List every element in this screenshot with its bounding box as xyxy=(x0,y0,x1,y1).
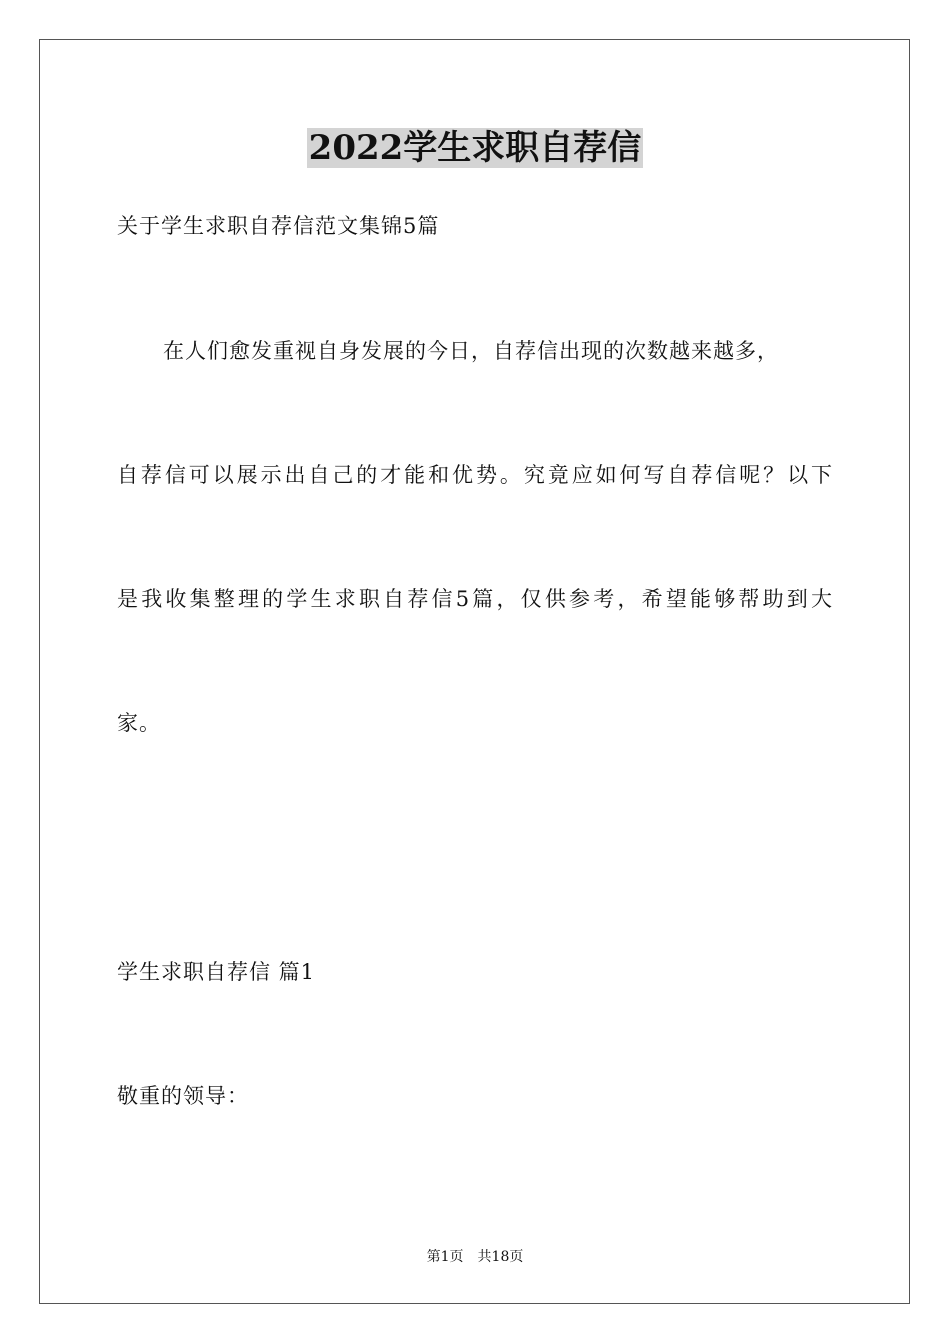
paragraph-line-4: 家。 xyxy=(117,711,161,735)
section-heading: 学生求职自荐信 篇1 xyxy=(117,960,316,984)
document-title-text: 2022学生求职自荐信 xyxy=(308,128,642,168)
paragraph-line-1: 在人们愈发重视自身发展的今日，自荐信出现的次数越来越多， xyxy=(163,339,779,363)
document-title xyxy=(0,126,950,170)
paragraph-line-2: 自荐信可以展示出自己的才能和优势。究竟应如何写自荐信呢？以下 xyxy=(117,463,833,487)
document-subtitle: 关于学生求职自荐信范文集锦5篇 xyxy=(117,214,440,238)
page-total: 共18页 xyxy=(477,1249,524,1265)
salutation: 敬重的领导： xyxy=(117,1084,249,1108)
page-number: 第1页 xyxy=(426,1249,464,1265)
page-footer xyxy=(0,1248,950,1266)
paragraph-line-3: 是我收集整理的学生求职自荐信5篇，仅供参考，希望能够帮助到大 xyxy=(117,587,833,611)
